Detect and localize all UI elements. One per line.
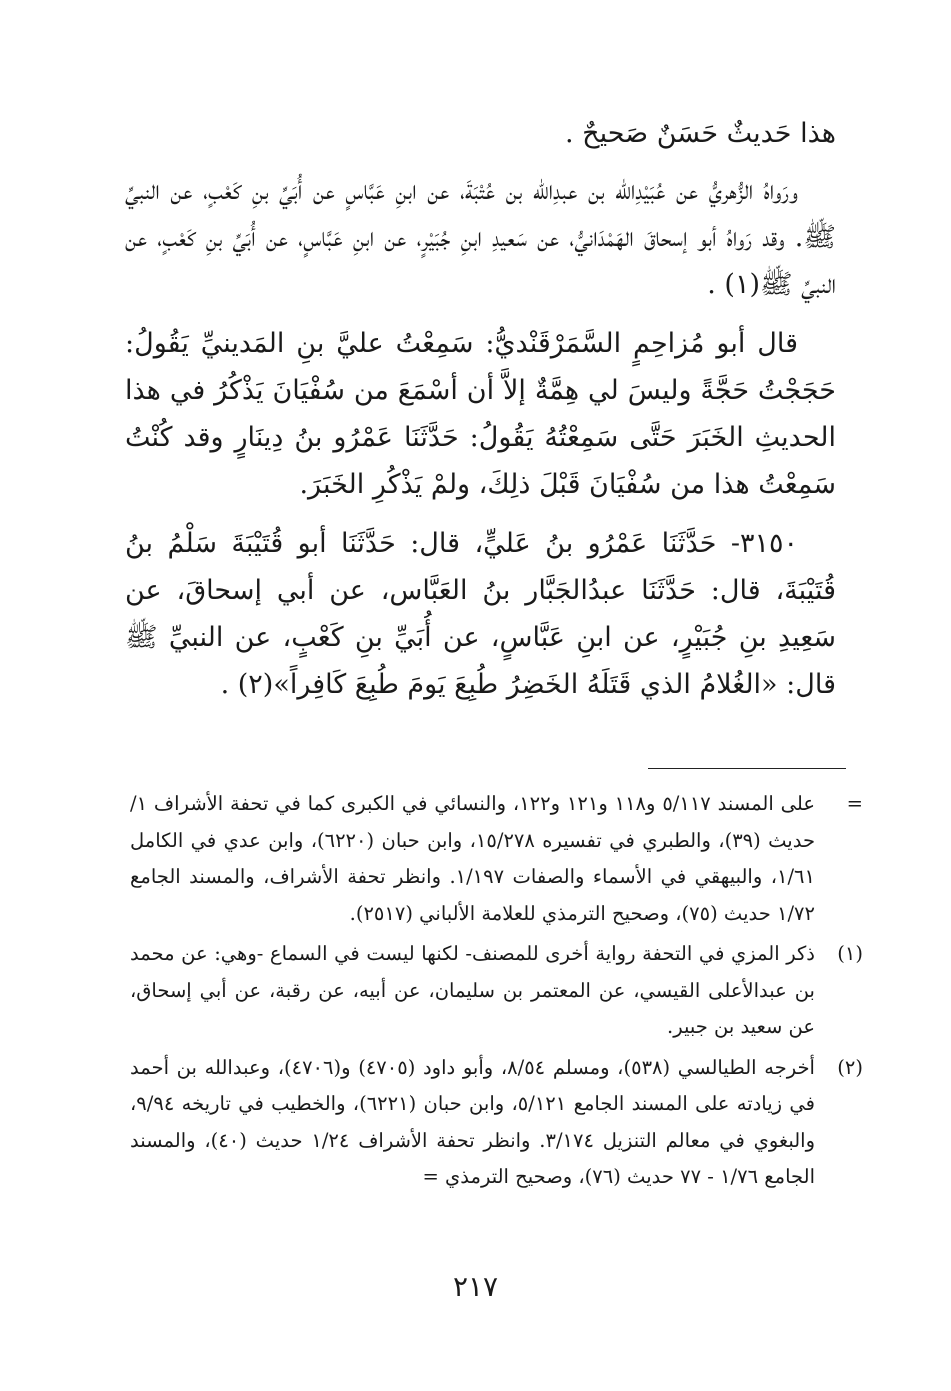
footnote-2: [130, 1050, 863, 1196]
footnote-marker: =: [846, 792, 863, 815]
main-text: [125, 110, 836, 720]
paragraph-samarqandi-quote: قال أبو مُزاحِمٍ السَّمَرْقَنْديُّ: سَمِعْتُ عليَّ بنِ المَدينيِّ يَقُولُ: حَجَجْتُ حَجَّةً وليسَ لي هِمَّةٌ إلاَّ أن أسْمَعَ من سُفْيَانَ يَذْكُرُ في هذا الحديثِ الخَبَرَ حَتَّى سَمِعْتُهُ يَقُولُ: حَدَّثَنَا عَمْرُو بنُ دِينَارٍ وقد كُنْتُ سَمِعْتُ هذا من سُفْيَانَ قَبْلَ ذلِكَ، ولمْ يَذْكُرِ الخَبَرَ.: [125, 328, 836, 500]
footnote-marker: (٢): [837, 1055, 863, 1079]
hadith-3150: ٣١٥٠- حَدَّثَنَا عَمْرُو بنُ عَليٍّ، قال: حَدَّثَنَا أبو قُتَيْبَةَ سَلْمُ بنُ قُتَيْبَةَ، قال: حَدَّثَنَا عبدُالجَبَّار بنُ العَبَّاس، عن أبي إسحاقَ، عن سَعِيدِ بنِ جُبَيْرٍ، عن ابنِ عَبَّاسٍ، عن أُبَيِّ بنِ كَعْبٍ، عن النبيِّ ﷺ قال: «الغُلامُ الذي قَتَلَهُ الخَضِرُ طُبِعَ يَومَ طُبِعَ كَافِراً»(٢) .: [125, 528, 836, 700]
footnote-separator: [648, 768, 846, 769]
paragraph-narration-chain: ورَواهُ الزُّهريُّ عن عُبَيْدِالله بن عبدِالله بن عُتْبَةَ، عن ابنِ عَبَّاسٍ عن أُبَيِّ بنِ كَعْبٍ، عن النبيِّ ﷺ. وقد رَواهُ أبو إسحاقَ الهَمْدَانيُّ، عن سَعيدِ ابنِ جُبَيْرٍ، عن ابنِ عَبَّاسٍ، عن أُبَيِّ بنِ كَعْبٍ، عن النبيِّ ﷺ(١) .: [125, 175, 836, 300]
footnote-1: [130, 936, 863, 1046]
footnotes: [130, 786, 863, 1200]
footnote-text: ذكر المزي في التحفة رواية أخرى للمصنف- لكنها ليست في السماع -وهي: عن محمد بن عبدالأعلى القيسي، عن المعتمر بن سليمان، عن أبيه، عن رقبة، عن أبي إسحاق، عن سعيد بن جبير.: [130, 942, 815, 1038]
footnote-text: على المسند ٥/١١٧ و١١٨ و١٢١ و١٢٢، والنسائي في الكبرى كما في تحفة الأشراف ١/حديث (٣٩)، والطبري في تفسيره ١٥/٢٧٨، وابن حبان (٦٢٢٠)، وابن عدي في الكامل ١/٦١، والبيهقي في الأسماء والصفات ١/١٩٧. وانظر تحفة الأشراف، والمسند الجامع ١/٧٢ حديث (٧٥)، وصحيح الترمذي للعلامة الألباني (٢٥١٧).: [130, 792, 816, 925]
footnote-continuation: [130, 786, 863, 932]
paragraph-verdict: هذا حَديثٌ حَسَنٌ صَحيحٌ .: [565, 118, 836, 149]
footnote-text: أخرجه الطيالسي (٥٣٨)، ومسلم ٨/٥٤، وأبو داود (٤٧٠٥) و(٤٧٠٦)، وعبدالله بن أحمد في زيادته على المسند الجامع ٥/١٢١، وابن حبان (٦٢٢١)، والخطيب في تاريخه ٩/٩٤، والبغوي في معالم التنزيل ٣/١٧٤. وانظر تحفة الأشراف ١/٢٤ حديث (٤٠)، والمسند الجامع ١/٧٦ - ٧٧ حديث (٧٦)، وصحيح الترمذي =: [130, 1055, 816, 1188]
footnote-marker: (١): [837, 942, 863, 965]
page-number: ٢١٧: [452, 1270, 499, 1303]
